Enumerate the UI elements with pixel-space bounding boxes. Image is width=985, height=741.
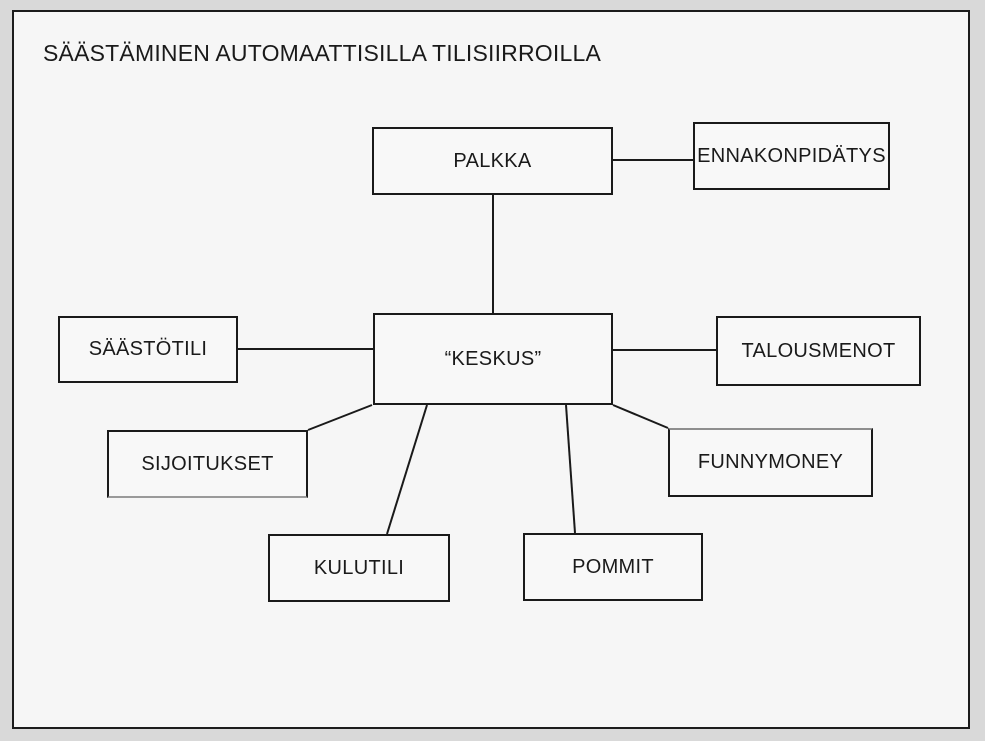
page-title: SÄÄSTÄMINEN AUTOMAATTISILLA TILISIIRROILLA — [43, 40, 602, 66]
node-saastotili: SÄÄSTÖTILI — [58, 316, 238, 383]
node-palkka: PALKKA — [372, 127, 613, 195]
node-ennakonpidatys: ENNAKONPIDÄTYS — [693, 122, 890, 190]
node-keskus: “KESKUS” — [373, 313, 613, 405]
node-sijoitukset: SIJOITUKSET — [107, 430, 308, 498]
node-kulutili: KULUTILI — [268, 534, 450, 602]
node-pommit: POMMIT — [523, 533, 703, 601]
node-funnymoney: FUNNYMONEY — [668, 428, 873, 497]
node-talousmenot: TALOUSMENOT — [716, 316, 921, 386]
